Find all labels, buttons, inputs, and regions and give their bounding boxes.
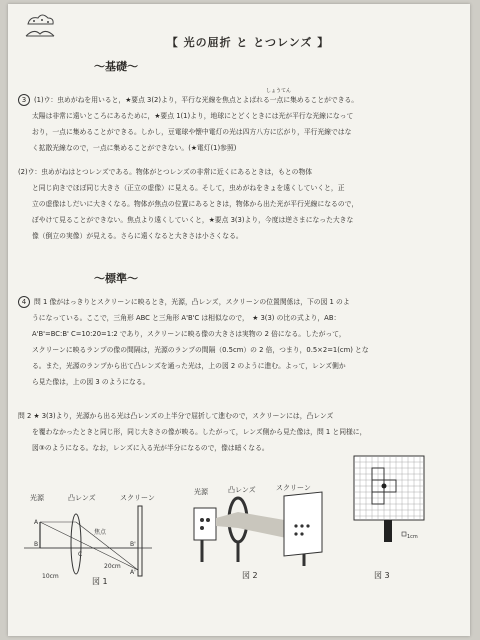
screen (284, 492, 322, 556)
stand (384, 520, 392, 542)
grid-frame (354, 456, 424, 520)
fig1-point-a2: A' (130, 569, 136, 576)
fig3-scale-label: 1cm (407, 534, 418, 540)
fig1-point-a: A (34, 519, 39, 526)
q4-1-line: うになっている。ここで，三角形 ABC と三角形 A'B'C は相似なので， ★ 3(3) の比の式より，AB： (32, 314, 341, 322)
q3-2-line: ぼやけて見ることができない。焦点より遠くしていくと，★要点 3(3)より，今度は逆さまになった大きな (32, 216, 354, 224)
q4-2-line: 問 2 ★ 3(3)より，光源から出る光は凸レンズの上半分で屈折して進むので，スクリーンには，凸レンズ (18, 412, 334, 420)
image-center-dot (382, 484, 387, 489)
q4-1-line: スクリーンに映るランプの像の間隔は，光源のランプの間隔（0.5cm）の 2 倍，つまり，0.5×2=1(cm) とな (32, 346, 369, 354)
ruby-annotation: しょうてん (266, 88, 292, 94)
fig1-point-b2: B' (130, 541, 136, 548)
q4-1-line: 問 1 像がはっきりとスクリーンに映るとき，光源，凸レンズ，スクリーンの位置関係は，下の図 1 のよ (34, 298, 350, 306)
q4-1-line: A'B'=BC:B' C=10:20=1:2 であり，スクリーンに映る像の大きさは実物の 2 倍になる。したがって， (32, 330, 346, 338)
question-number-4: 4 (18, 296, 30, 308)
figure-2-caption: 図 2 (242, 571, 258, 580)
convex-lens (71, 514, 81, 574)
q3-2-line: (2)ウ：虫めがねはとつレンズである。物体がとつレンズの非常に近くにあるときは，もとの物体 (18, 168, 313, 176)
question-3-2-block (18, 164, 462, 244)
question-4-2-block (18, 408, 462, 456)
q4-2-line: 図③のようになる。なお，レンズに入る光が半分になるので，像は暗くなる。 (32, 444, 269, 452)
question-number-3: 3 (18, 94, 30, 106)
scale-box (402, 532, 406, 536)
fig1-lens-label: 凸レンズ (68, 494, 96, 502)
section-heading-hyoujun: 〜標準〜 (94, 272, 138, 285)
fig1-point-b: B (34, 541, 39, 548)
q3-2-line: 像（倒立の実像）が見える。さらに遠くなると大きさは小さくなる。 (32, 232, 243, 240)
q3-1-line: おり，一点に集めることができる。しかし，豆電球や懐中電灯の光は四方八方に広がり，平行光線ではな (32, 128, 352, 136)
fig1-point-c: C (78, 551, 83, 558)
figure-3-image-grid (352, 454, 428, 548)
section-heading-kiso: 〜基礎〜 (94, 60, 138, 73)
lamp (206, 518, 210, 522)
ray (40, 522, 138, 570)
q3-2-line: と同じ向きでほぼ同じ大きさ（正立の虚像）に見える。そして，虫めがねをきょを遠くしていくと，正 (32, 184, 345, 192)
lamp (200, 518, 204, 522)
fig2-source-label: 光源 (194, 488, 208, 496)
fig1-10cm-label: 10cm (42, 573, 59, 580)
question-4-1-block (18, 294, 462, 390)
figure-1-caption: 図 1 (92, 577, 108, 586)
fig1-source-label: 光源 (30, 494, 44, 502)
lamp (200, 526, 204, 530)
q3-2-line: 立の虚像はしだいに大きくなる。物体が焦点の位置にあるときは，物体から出た光が平行光線になるので， (32, 200, 359, 208)
page-title: 【 光の屈折 と とつレンズ 】 (166, 36, 330, 49)
q3-1-line: (1)ウ：虫めがねを用いると，★要点 3(2)より，平行な光線を焦点とよばれる一点に集めることができる。 (34, 96, 359, 104)
light-source-box (194, 508, 216, 540)
screen (138, 506, 142, 576)
worksheet-page (8, 4, 470, 636)
figure-3-caption: 図 3 (374, 571, 390, 580)
fig1-screen-label: スクリーン (120, 494, 155, 502)
q3-1-line: く拡散光線なので，一点に集めることができない。(★電灯(1)参照) (32, 144, 237, 152)
figure-2-apparatus (176, 482, 332, 574)
fig1-focus-label: 焦点 (94, 529, 107, 536)
fig2-screen-label: スクリーン (276, 484, 311, 492)
question-3-block (18, 92, 462, 156)
q3-1-line: 太陽は非常に遠いところにあるために，★要点 1(1)より，地球にとどくときには光が平行な光線になって (32, 112, 354, 120)
q4-1-line: る。また，光源のランプから出て凸レンズを通った光は，上の図 2 のように進む。よって，レンズ側か (32, 362, 346, 370)
figure-1-ray-diagram (20, 488, 156, 580)
fig2-lens-label: 凸レンズ (228, 486, 256, 494)
q4-1-line: ら見た像は，上の図 3 のようになる。 (32, 378, 150, 386)
fig1-20cm-label: 20cm (104, 563, 121, 570)
cloud-illustration-icon (22, 10, 58, 44)
q4-2-line: を覆わなかったときと同じ形，同じ大きさの像が映る。したがって，レンズ側から見た像は，問 1 と同様に， (32, 428, 367, 436)
